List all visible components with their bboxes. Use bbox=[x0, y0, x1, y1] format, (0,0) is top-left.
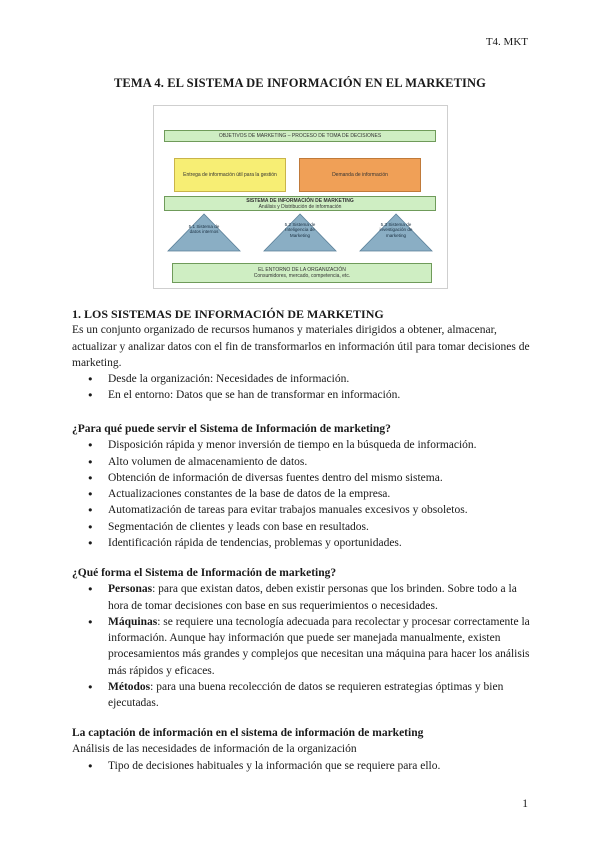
list-item: ● Identificación rápida de tendencias, problemas y oportunidades. bbox=[72, 535, 532, 551]
header-code: T4. MKT bbox=[485, 36, 528, 48]
section-2-heading: ¿Para qué puede servir el Sistema de Información de marketing? bbox=[72, 423, 391, 435]
diagram-delivery-box: Entrega de información útil para la gestión bbox=[174, 158, 286, 192]
list-item: ● Alto volumen de almacenamiento de datos. bbox=[72, 454, 532, 470]
triangle-intelligence-label: 5.2 Sistema de Inteligencia de Marketing bbox=[284, 222, 316, 238]
list-item bbox=[72, 614, 532, 679]
section-1 bbox=[72, 306, 532, 404]
triangle-internal-data-label: 5.1 Sistema de datos internos bbox=[188, 224, 220, 235]
term-personas: Personas bbox=[108, 583, 153, 596]
term-maquinas: Máquinas bbox=[108, 615, 158, 628]
diagram-environment-title: EL ENTORNO DE LA ORGANIZACIÓN bbox=[258, 267, 346, 273]
marketing-information-system-diagram bbox=[153, 105, 448, 289]
section-4-intro: Análisis de las necesidades de información de la organización bbox=[72, 743, 357, 756]
page-title: TEMA 4. EL SISTEMA DE INFORMACIÓN EN EL MARKETING bbox=[114, 76, 486, 90]
section-3-heading: ¿Qué forma el Sistema de Información de marketing? bbox=[72, 567, 337, 579]
diagram-system-title: SISTEMA DE INFORMACIÓN DE MARKETING bbox=[246, 197, 354, 204]
term-metodos-text: : para una buena recolección de datos se requieren estrategias óptimas y bien ejecutadas. bbox=[108, 681, 504, 710]
list-item: ● Actualizaciones constantes de la base de datos de la empresa. bbox=[72, 486, 532, 502]
list-item bbox=[72, 679, 532, 712]
diagram-environment-box bbox=[172, 263, 432, 283]
diagram-triangles bbox=[154, 106, 447, 288]
diagram-system-subtitle: Análisis y Distribución de información bbox=[258, 203, 342, 210]
term-maquinas-text: : se requiere una tecnología adecuada para recolectar y procesar correctamente la información. Aunque hay información que puede ser manejada manualmente, existen procesamientos más grandes y complejos que necesitan una máquina para hacer los análisis más rápidos y eficaces. bbox=[108, 615, 530, 677]
list-item: ● Segmentación de clientes y leads con base en resultados. bbox=[72, 519, 532, 535]
list-item: ● Automatización de tareas para evitar trabajos manuales excesivos y obsoletos. bbox=[72, 502, 532, 518]
term-personas-text: : para que existan datos, deben existir personas que los brinden. Sobre todo a la hora de tomar decisiones con base en sus requerimientos o necesidades. bbox=[108, 583, 517, 612]
section-2-list bbox=[72, 437, 532, 551]
diagram-demand-box: Demanda de información bbox=[299, 158, 421, 192]
diagram-environment-subtitle: Consumidores, mercado, competencia, etc. bbox=[253, 273, 351, 279]
list-item: ● En el entorno: Datos que se han de transformar en información. bbox=[72, 387, 532, 403]
section-4-heading: La captación de información en el sistema de información de marketing bbox=[72, 727, 424, 739]
section-4 bbox=[72, 725, 532, 774]
list-item: ● Disposición rápida y menor inversión de tiempo en la búsqueda de información. bbox=[72, 437, 532, 453]
list-item: ● Tipo de decisiones habituales y la información que se requiere para ello. bbox=[72, 758, 532, 774]
section-1-heading: 1. LOS SISTEMAS DE INFORMACIÓN DE MARKETING bbox=[72, 307, 384, 321]
diagram-objectives-box: OBJETIVOS DE MARKETING – PROCESO DE TOMA DE DECISIONES bbox=[164, 130, 436, 142]
section-1-list bbox=[72, 371, 532, 404]
section-1-intro: Es un conjunto organizado de recursos humanos y materiales dirigidos a obtener, almacenar, actualizar y analizar datos con el fin de transformarlos en información útil para tomar decisiones de marketing. bbox=[72, 324, 530, 369]
list-item bbox=[72, 581, 532, 614]
section-3-list bbox=[72, 581, 532, 711]
section-2 bbox=[72, 421, 532, 551]
page-number: 1 bbox=[522, 798, 528, 810]
list-item: ● Desde la organización: Necesidades de información. bbox=[72, 371, 532, 387]
term-metodos: Métodos bbox=[108, 681, 151, 694]
triangle-research-label: 5.3 Sistema de investigación de marketing bbox=[379, 222, 413, 238]
section-3 bbox=[72, 565, 532, 712]
list-item: ● Obtención de información de diversas fuentes dentro del mismo sistema. bbox=[72, 470, 532, 486]
section-4-list bbox=[72, 758, 532, 774]
